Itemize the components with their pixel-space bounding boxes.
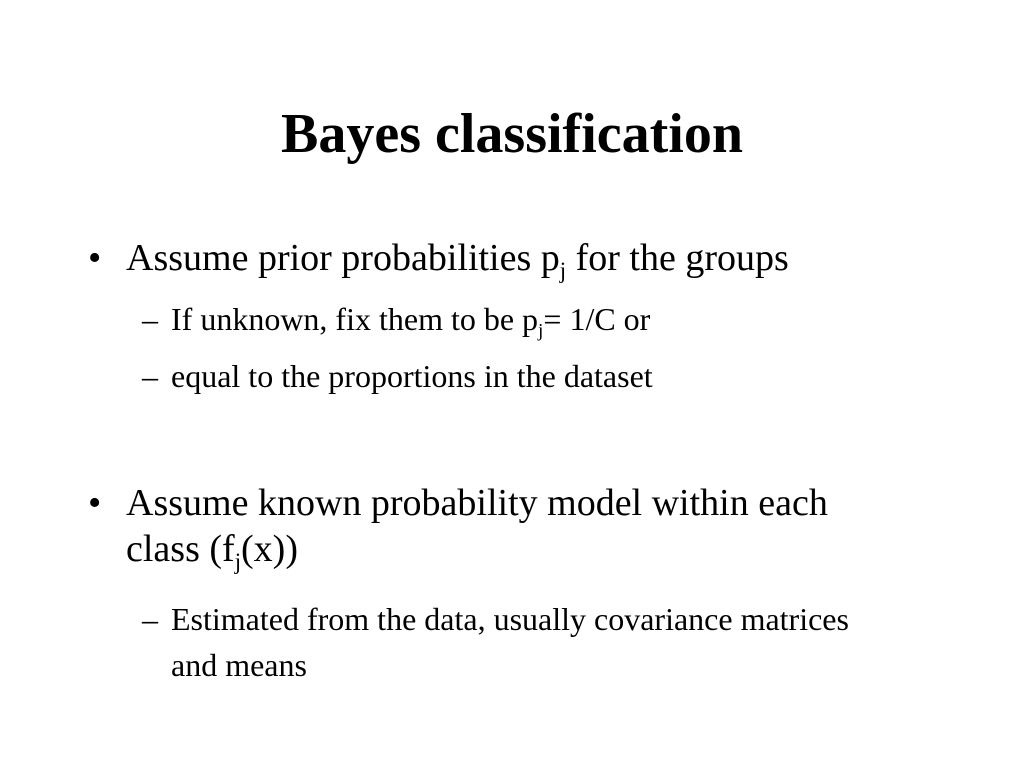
bullet-text [126,235,906,281]
bullet-text-part: Assume known probability model within each class (f [126,482,828,570]
sub-bullet-item [142,596,891,688]
bullet-item [88,235,906,281]
sub-bullet-text-part: = 1/C or [543,301,651,337]
subscript: j [559,257,567,283]
sub-bullet-text: equal to the proportions in the dataset [171,358,653,394]
bullet-marker: • [88,482,102,524]
bullet-marker: • [88,237,102,279]
sub-bullet-text: Estimated from the data, usually covariance matrices and means [171,601,849,683]
sub-bullet-item [142,296,911,342]
dash-marker: – [142,601,158,637]
dash-marker: – [142,301,158,337]
bullet-text [126,480,906,572]
sub-bullet-item [142,353,911,399]
bullet-text-part: (x)) [241,528,298,570]
bullet-text-part: for the groups [566,237,789,279]
sub-bullet-text [171,296,911,342]
slide-title: Bayes classification [281,103,743,165]
subscript: j [234,548,242,574]
bullet-text-part: Assume prior probabilities p [126,237,560,279]
sub-bullet-text-part: If unknown, fix them to be p [171,301,539,337]
subscript: j [538,320,544,342]
bullet-item [88,480,906,572]
dash-marker: – [142,358,158,394]
